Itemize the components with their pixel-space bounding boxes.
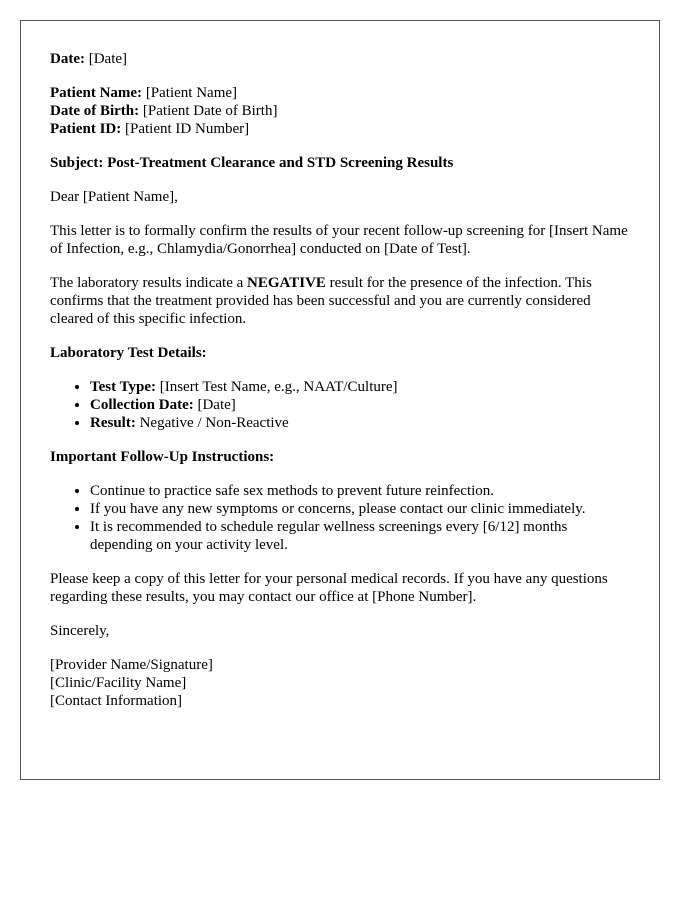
facility-name: [Clinic/Facility Name] — [50, 675, 187, 691]
follow-up-item: • If you have any new symptoms or concerns, please contact our clinic immediately. — [90, 500, 631, 518]
contact-info: [Contact Information] — [50, 693, 183, 709]
follow-up-heading-text: Important Follow-Up Instructions: — [50, 449, 275, 465]
patient-id-line — [50, 120, 631, 138]
patient-id-label: Patient ID: — [50, 121, 122, 137]
lab-detail-value: [Date] — [193, 397, 236, 413]
lab-detail-label: Result: — [90, 415, 136, 431]
patient-name-label: Patient Name: — [50, 85, 143, 101]
dob-label: Date of Birth: — [50, 103, 140, 119]
lab-detail-value: Negative / Non-Reactive — [135, 415, 289, 431]
date-value: [Date] — [88, 51, 128, 67]
lab-detail-item-test-type — [90, 378, 631, 396]
lab-details-list — [50, 378, 631, 432]
letter-document — [20, 20, 660, 780]
provider-name: [Provider Name/Signature] — [50, 657, 213, 673]
lab-detail-label: Collection Date: — [90, 397, 194, 413]
negative-emphasis: NEGATIVE — [247, 275, 326, 291]
follow-up-item: • It is recommended to schedule regular wellness screenings every [6/12] months depending on your activity level. — [90, 518, 631, 554]
follow-up-item: • Continue to practice safe sex methods to prevent future reinfection. — [90, 482, 631, 500]
patient-name-value: [Patient Name] — [145, 85, 238, 101]
records-note: Please keep a copy of this letter for your personal medical records. If you have any questions regarding these results, you may contact our office at [Phone Number]. — [50, 571, 608, 605]
dob-line — [50, 102, 631, 120]
lab-details-heading — [50, 344, 631, 362]
subject-line — [50, 154, 631, 172]
lab-details-heading-text: Laboratory Test Details: — [50, 345, 207, 361]
lab-detail-item-collection-date — [90, 396, 631, 414]
patient-name-line — [50, 84, 631, 102]
lab-detail-item-result — [90, 414, 631, 432]
lab-detail-value: [Insert Test Name, e.g., NAAT/Culture] — [155, 379, 398, 395]
date-line — [50, 50, 631, 68]
greeting: Dear [Patient Name], — [50, 189, 178, 205]
patient-info-block — [50, 84, 631, 138]
result-text-before: The laboratory results indicate a — [50, 275, 248, 291]
date-label: Date: — [50, 51, 85, 67]
signature-block — [50, 656, 631, 710]
result-paragraph — [50, 274, 631, 328]
dob-value: [Patient Date of Birth] — [142, 103, 278, 119]
result-text-after: result for the presence of the infection. This confirms that the treatment provided has been successful and you are currently considered cleared of this specific infection. — [50, 275, 592, 327]
follow-up-list — [50, 482, 631, 554]
lab-detail-label: Test Type: — [90, 379, 156, 395]
closing: Sincerely, — [50, 623, 110, 639]
subject-text: Subject: Post-Treatment Clearance and STD Screening Results — [50, 155, 454, 171]
patient-id-value: [Patient ID Number] — [125, 121, 250, 137]
intro-paragraph: This letter is to formally confirm the results of your recent follow-up screening for [Insert Name of Infection, e.g., Chlamydia/Gonorrhea] conducted on [Date of Test]. — [50, 223, 628, 257]
follow-up-heading — [50, 448, 631, 466]
